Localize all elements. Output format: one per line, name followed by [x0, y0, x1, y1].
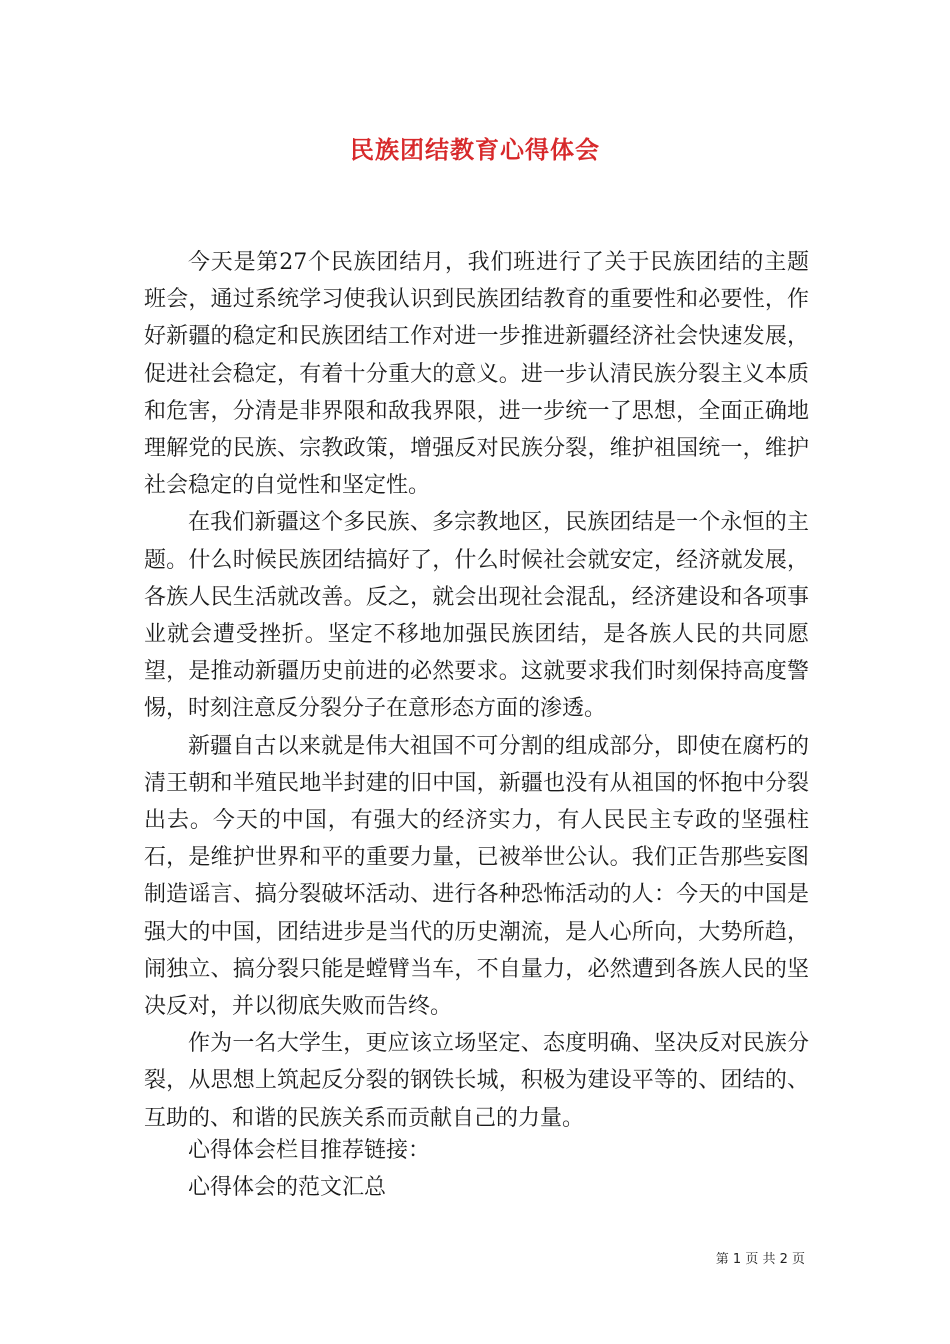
document-body: [144, 244, 809, 1137]
links-heading: 心得体会栏目推荐链接：: [188, 1138, 431, 1163]
page-number: 第 1 页 共 2 页: [715, 1252, 805, 1267]
recommended-links: [144, 1132, 809, 1206]
paragraph-4: 作为一名大学生，更应该立场坚定、态度明确、坚决反对民族分裂，从思想上筑起反分裂的钢铁长城，积极为建设平等的、团结的、互助的、和谐的民族关系而贡献自己的力量。: [144, 1031, 809, 1131]
link-item[interactable]: 心得体会的范文汇总: [188, 1175, 387, 1201]
paragraph-1: 今天是第27个民族团结月，我们班进行了关于民族团结的主题班会，通过系统学习使我认识到民族团结教育的重要性和必要性，作好新疆的稳定和民族团结工作对进一步推进新疆经济社会快速发展，促进社会稳定，有着十分重大的意义。进一步认清民族分裂主义本质和危害，分清是非界限和敌我界限，进一步统一了思想，全面正确地理解党的民族、宗教政策，增强反对民族分裂，维护祖国统一，维护社会稳定的自觉性和坚定性。: [144, 250, 809, 499]
paragraph-2: 在我们新疆这个多民族、多宗教地区，民族团结是一个永恒的主题。什么时候民族团结搞好了，什么时候社会就安定，经济就发展，各族人民生活就改善。反之，就会出现社会混乱，经济建设和各项事业就会遭受挫折。坚定不移地加强民族团结，是各族人民的共同愿望，是推动新疆历史前进的必然要求。这就要求我们时刻保持高度警惕，时刻注意反分裂分子在意形态方面的渗透。: [144, 510, 809, 722]
document-title: 民族团结教育心得体会: [350, 135, 600, 164]
paragraph-3: 新疆自古以来就是伟大祖国不可分割的组成部分，即使在腐朽的清王朝和半殖民地半封建的旧中国，新疆也没有从祖国的怀抱中分裂出去。今天的中国，有强大的经济实力，有人民民主专政的坚强柱石，是维护世界和平的重要力量，已被举世公认。我们正告那些妄图制造谣言、搞分裂破坏活动、进行各种恐怖活动的人：今天的中国是强大的中国，团结进步是当代的历史潮流，是人心所向，大势所趋，闹独立、搞分裂只能是螳臂当车，不自量力，必然遭到各族人民的坚决反对，并以彻底失败而告终。: [144, 733, 809, 1020]
